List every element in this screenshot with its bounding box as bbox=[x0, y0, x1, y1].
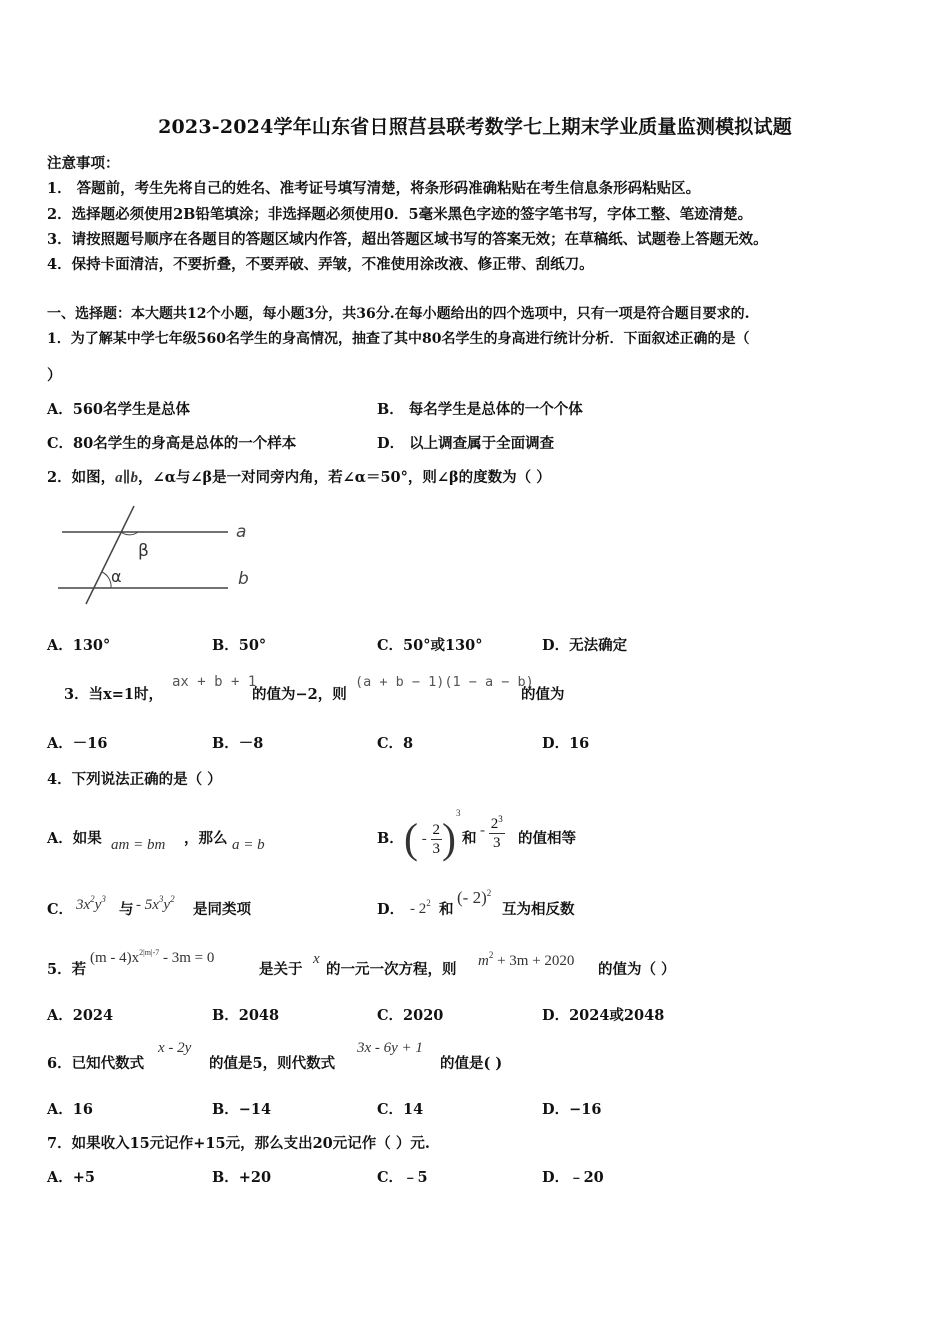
q1-option-d: D． 以上调查属于全面调查 bbox=[377, 435, 555, 452]
q2-stem bbox=[47, 466, 551, 487]
q5-stem-suffix: 的值为（ ） bbox=[598, 961, 676, 978]
q1-stem-end: ） bbox=[47, 367, 62, 384]
q7-stem: 7．如果收入15元记作+15元，那么支出20元记作（ ）元. bbox=[47, 1135, 430, 1152]
q2-option-d: D．无法确定 bbox=[542, 637, 628, 654]
q4-c-and: 与 bbox=[119, 901, 134, 918]
q4-c-expr1: $3x^2y^3$ bbox=[76, 894, 106, 913]
q6-option-d: D．−16 bbox=[542, 1101, 602, 1118]
q3-expr1: ax + b + 1 bbox=[172, 674, 257, 690]
q4-d-and: 和 bbox=[439, 901, 454, 918]
q4-b-fraction: $\frac{2}{3}$ bbox=[432, 822, 440, 857]
q7-option-b: B．+20 bbox=[212, 1169, 272, 1186]
q4-d-expr2: (- 2)$^2$ bbox=[457, 888, 492, 907]
q5-option-d: D．2024或2048 bbox=[542, 1007, 665, 1024]
q6-option-a: A．16 bbox=[47, 1101, 93, 1118]
q2-stem-suffix: ，∠α与∠β是一对同旁内角，若∠α＝50°，则∠β的度数为（ ） bbox=[138, 469, 551, 486]
q6-expr1: x - 2y bbox=[158, 1040, 192, 1056]
q6-option-b: B．−14 bbox=[212, 1101, 272, 1118]
notice-item-3: 3．请按照题号顺序在各题目的答题区域内作答，超出答题区域书写的答案无效；在草稿纸、试题卷上答题无效。 bbox=[47, 231, 768, 248]
page-title: 2023-2024学年山东省日照莒县联考数学七上期末学业质量监测模拟试题 bbox=[158, 116, 792, 138]
q4-b-expr bbox=[404, 808, 461, 863]
right-paren: ) bbox=[442, 816, 456, 863]
q3-expr2: (a + b − 1)(1 − a − b) bbox=[355, 674, 534, 690]
q2-parallel: a∥b bbox=[115, 470, 139, 486]
q4-b-expr2 bbox=[480, 810, 505, 852]
q7-option-c: C．﹣5 bbox=[377, 1169, 428, 1186]
q6-expr2: 3x - 6y + 1 bbox=[357, 1040, 423, 1056]
q2-option-b: B．50° bbox=[212, 637, 267, 654]
fig-b-label: b bbox=[238, 569, 249, 589]
alpha-arc bbox=[102, 572, 111, 588]
q6-stem-suffix: 的值是( ) bbox=[440, 1055, 503, 1072]
section-heading: 一、选择题：本大题共12个小题，每小题3分，共36分.在每小题给出的四个选项中，只有一项是符合题目要求的. bbox=[47, 306, 750, 322]
q5-option-a: A．2024 bbox=[47, 1007, 114, 1024]
q4-d-suffix: 互为相反数 bbox=[502, 901, 575, 918]
q5-var: x bbox=[313, 951, 320, 967]
notice-heading: 注意事项： bbox=[47, 155, 120, 172]
q5-expr1: $(m - 4)x^{2|m|-7} - 3m = 0$ bbox=[90, 948, 215, 966]
q1-stem: 1．为了解某中学七年级560名学生的身高情况，抽查了其中80名学生的身高进行统计分析．下面叙述正确的是（ bbox=[47, 331, 750, 347]
q6-stem-prefix: 6．已知代数式 bbox=[47, 1055, 145, 1072]
q4-stem: 4．下列说法正确的是（ ） bbox=[47, 771, 222, 788]
q5-expr2: $m^2 + 3m + 2020$ bbox=[478, 950, 575, 969]
q4-b-and: 和 bbox=[462, 830, 477, 847]
q3-option-b: B．－8 bbox=[212, 735, 264, 752]
q4-a-expr2: a = b bbox=[232, 837, 265, 853]
transversal bbox=[86, 506, 134, 604]
q4-b-prefix: B． bbox=[377, 830, 404, 847]
q6-option-c: C．14 bbox=[377, 1101, 424, 1118]
notice-item-1: 1． 答题前，考生先将自己的姓名、准考证号填写清楚，将条形码准确粘贴在考生信息条形码粘贴区。 bbox=[47, 180, 701, 197]
q1-option-c: C．80名学生的身高是总体的一个样本 bbox=[47, 435, 297, 452]
q7-option-d: D．﹣20 bbox=[542, 1169, 604, 1186]
q2-stem-prefix: 2．如图， bbox=[47, 469, 116, 486]
q4-d-expr1: - $2^2$ bbox=[410, 898, 431, 917]
q4-a-mid: ，那么 bbox=[184, 830, 228, 847]
q4-d-prefix: D． bbox=[377, 901, 405, 918]
q6-stem-mid: 的值是5，则代数式 bbox=[209, 1055, 336, 1072]
q4-b-exponent: 3 bbox=[456, 808, 461, 818]
left-paren: ( bbox=[404, 816, 418, 863]
q4-b-fraction2: $\frac{2^3}{3}$ bbox=[489, 810, 505, 852]
notice-item-4: 4．保持卡面清洁，不要折叠，不要弄破、弄皱，不准使用涂改液、修正带、刮纸刀。 bbox=[47, 256, 594, 273]
q2-option-c: C．50°或130° bbox=[377, 637, 483, 654]
q5-stem-prefix: 5．若 bbox=[47, 961, 87, 978]
q3-option-a: A．－16 bbox=[47, 735, 108, 752]
q1-option-a: A．560名学生是总体 bbox=[47, 401, 191, 418]
q5-stem-mid: 是关于 bbox=[259, 961, 303, 978]
q3-option-c: C．8 bbox=[377, 735, 414, 752]
q4-c-expr2: - $5x^3y^2$ bbox=[136, 894, 175, 913]
q3-option-d: D．16 bbox=[542, 735, 590, 752]
fig-a-label: a bbox=[236, 522, 247, 542]
q4-a-expr1: am = bm bbox=[111, 837, 166, 853]
q7-option-a: A．+5 bbox=[47, 1169, 95, 1186]
q4-b-suffix: 的值相等 bbox=[518, 830, 576, 847]
q3-stem-prefix: 3．当x=1时， bbox=[64, 686, 163, 703]
notice-item-2: 2．选择题必须使用2B铅笔填涂；非选择题必须使用0．5毫米黑色字迹的签字笔书写，字体工整、笔迹清楚。 bbox=[47, 206, 753, 223]
q3-stem-suffix: 的值为 bbox=[521, 686, 565, 703]
q2-figure bbox=[50, 500, 270, 610]
q5-option-c: C．2020 bbox=[377, 1007, 444, 1024]
fig-alpha-label: α bbox=[111, 567, 122, 586]
q4-c-prefix: C． bbox=[47, 901, 74, 918]
fig-beta-label: β bbox=[138, 541, 149, 561]
q5-stem-mid2: 的一元一次方程，则 bbox=[326, 961, 457, 978]
q2-option-a: A．130° bbox=[47, 637, 111, 654]
q5-option-b: B．2048 bbox=[212, 1007, 280, 1024]
q4-a-prefix: A．如果 bbox=[47, 830, 102, 847]
q1-option-b: B． 每名学生是总体的一个个体 bbox=[377, 401, 583, 418]
q3-stem-mid: 的值为−2，则 bbox=[252, 686, 347, 703]
q4-c-suffix: 是同类项 bbox=[193, 901, 251, 918]
minus-sign: - bbox=[418, 831, 431, 847]
minus-sign-2: - bbox=[480, 822, 489, 839]
